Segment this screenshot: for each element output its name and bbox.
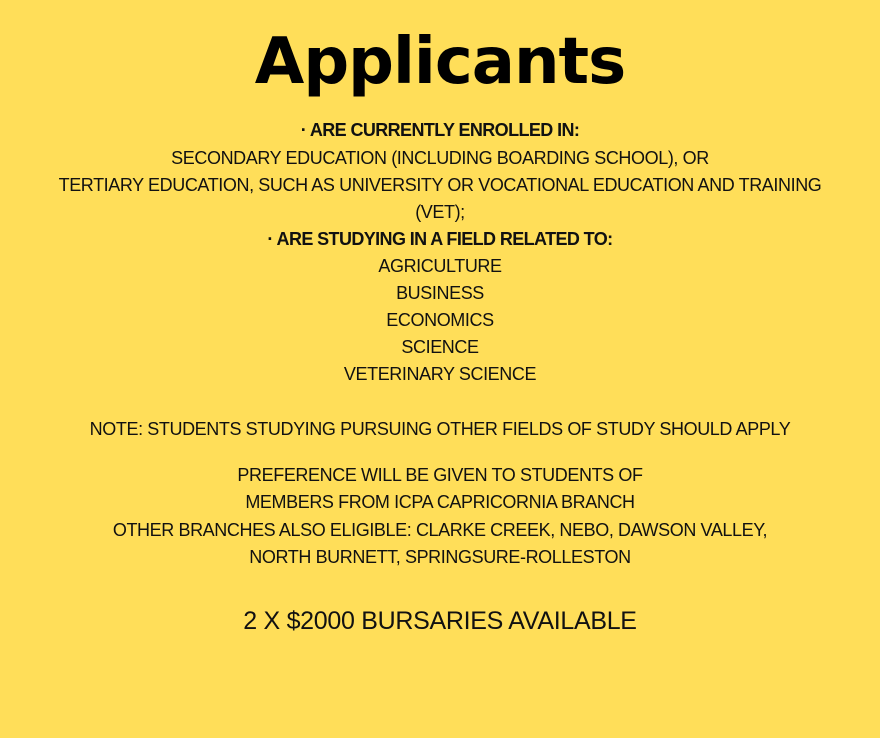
fields-heading: · ARE STUDYING IN A FIELD RELATED TO: (267, 229, 613, 249)
enrolment-line: SECONDARY EDUCATION (INCLUDING BOARDING SCHOOL), OR (171, 148, 709, 168)
field-item: BUSINESS (396, 283, 484, 303)
preference-line: OTHER BRANCHES ALSO ELIGIBLE: CLARKE CREEK, NEBO, DAWSON VALLEY, (112, 520, 768, 540)
bursaries-text: 2 X $2000 BURSARIES AVAILABLE (243, 607, 637, 635)
enrolment-line: TERTIARY EDUCATION, SUCH AS UNIVERSITY OR VOCATIONAL EDUCATION AND TRAINING (58, 175, 822, 195)
preference-line: PREFERENCE WILL BE GIVEN TO STUDENTS OF (237, 465, 643, 485)
preference-line: NORTH BURNETT, SPRINGSURE-ROLLESTON (249, 547, 631, 567)
field-item: VETERINARY SCIENCE (343, 364, 537, 384)
field-item: ECONOMICS (386, 310, 494, 330)
enrolment-line: (VET); (415, 202, 465, 222)
note-text: NOTE: STUDENTS STUDYING PURSUING OTHER FIELDS OF STUDY SHOULD APPLY (89, 419, 791, 439)
page-title: Applicants (254, 25, 626, 99)
preference-line: MEMBERS FROM ICPA CAPRICORNIA BRANCH (245, 492, 635, 512)
field-item: SCIENCE (401, 337, 479, 357)
enrolment-heading: · ARE CURRENTLY ENROLLED IN: (300, 120, 580, 140)
field-item: AGRICULTURE (378, 256, 502, 276)
